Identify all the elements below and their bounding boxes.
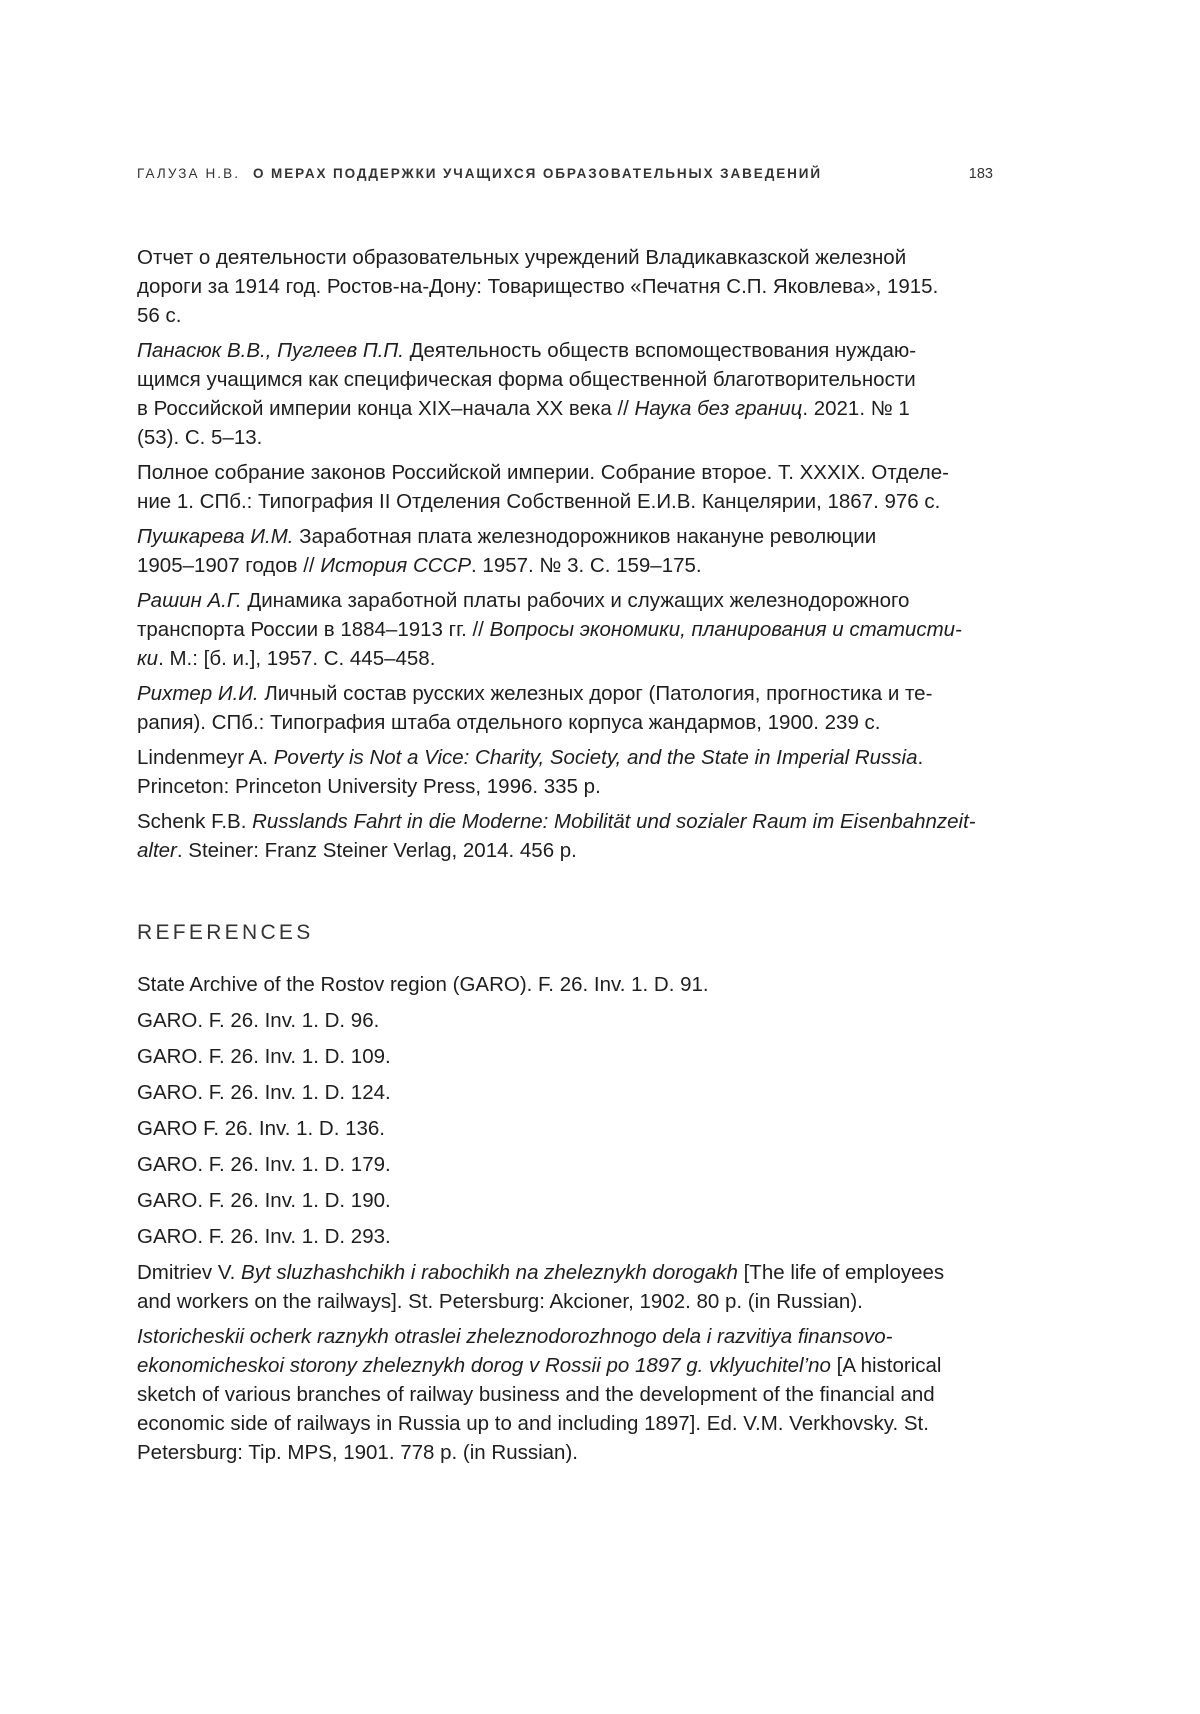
page-body [137,243,999,1473]
bibliography-entry: Lindenmeyr A. Poverty is Not a Vice: Charity, Society, and the State in Imperial Russia. Princeton: Princeton University Press, 1996. 335 p. [137,743,999,801]
entry-journal-cont: ки [137,647,158,670]
entry-author: Schenk F.B. [137,810,246,833]
entry-author: Рихтер И.И. [137,682,259,705]
reference-item: GARO. F. 26. Inv. 1. D. 190. [137,1186,999,1215]
reference-item: GARO. F. 26. Inv. 1. D. 179. [137,1150,999,1179]
reference-item: GARO F. 26. Inv. 1. D. 136. [137,1114,999,1143]
reference-item: GARO. F. 26. Inv. 1. D. 96. [137,1006,999,1035]
page-number: 183 [969,166,993,182]
header-title: О МЕРАХ ПОДДЕРЖКИ УЧАЩИХСЯ ОБРАЗОВАТЕЛЬНЫХ ЗАВЕДЕНИЙ [253,166,822,181]
entry-title: Russlands Fahrt in die Moderne: Mobilität und sozialer Raum im Eisenbahnzeit- [246,810,975,833]
reference-entry-dmitriev: Dmitriev V. Byt sluzhashchikh i rabochikh na zheleznykh dorogakh [The life of employees and workers on the railways]. St. Petersburg: Akcioner, 1902. 80 p. (in Russian). [137,1258,999,1316]
references-heading: REFERENCES [137,921,999,945]
entry-journal: Вопросы экономики, планирования и статисти- [490,618,962,641]
reference-item: State Archive of the Rostov region (GARO). F. 26. Inv. 1. D. 91. [137,970,999,999]
bibliography-entry: Панасюк В.В., Пуглеев П.П. Деятельность обществ вспомоществования нуждаю- щимся учащимся как специфическая форма общественной благотворительности в Российской империи конца XIX–начала XX века // Наука без границ. 2021. № 1 (53). С. 5–13. [137,336,999,452]
reference-entry-istoricheskii: Istoricheskii ocherk raznykh otraslei zheleznodorozhnogo dela i razvitiya finansovo- ekonomicheskoi storony zheleznykh dorog v Rossii po 1897 g. vklyuchitel’no [A historical sketch of various branches of railway business and the development of the financial and economic side of railways in Russia up to and including 1897]. Ed. V.M. Verkhovsky. St. Petersburg: Tip. MPS, 1901. 778 p. (in Russian). [137,1322,999,1467]
entry-author: Панасюк В.В., Пуглеев П.П. [137,339,404,362]
entry-journal: История СССР [320,554,471,577]
entry-title: Istoricheskii ocherk raznykh otraslei zheleznodorozhnogo dela i razvitiya finansovo- [137,1325,892,1348]
bibliography-entry: Полное собрание законов Российской империи. Собрание второе. Т. XXXIX. Отделе- ние 1. СПб.: Типография II Отделения Собственной Е.И.В. Канцелярии, 1867. 976 с. [137,458,999,516]
entry-title-cont: alter [137,839,177,862]
entry-title: Poverty is Not a Vice: Charity, Society, and the State in Imperial Russia [268,746,917,769]
header-author: ГАЛУЗА Н.В. [137,166,240,181]
bibliography-entry: Schenk F.B. Russlands Fahrt in die Moderne: Mobilität und sozialer Raum im Eisenbahnzeit- alter. Steiner: Franz Steiner Verlag, 2014. 456 p. [137,807,999,865]
entry-title: Byt sluzhashchikh i rabochikh na zheleznykh dorogakh [235,1261,738,1284]
entry-author: Рашин А.Г. [137,589,242,612]
reference-item: GARO. F. 26. Inv. 1. D. 124. [137,1078,999,1107]
bibliography-entry: Рихтер И.И. Личный состав русских железных дорог (Патология, прогностика и те- рапия). СПб.: Типография штаба отдельного корпуса жандармов, 1900. 239 с. [137,679,999,737]
bibliography-entry: Рашин А.Г. Динамика заработной платы рабочих и служащих железнодорожного транспорта России в 1884–1913 гг. // Вопросы экономики, планирования и статисти- ки. М.: [б. и.], 1957. С. 445–458. [137,586,999,673]
bibliography-entry: Пушкарева И.М. Заработная плата железнодорожников накануне революции 1905–1907 годов // История СССР. 1957. № 3. С. 159–175. [137,522,999,580]
entry-author: Lindenmeyr A. [137,746,268,769]
entry-title-cont: ekonomicheskoi storony zheleznykh dorog v Rossii po 1897 g. vklyuchitel’no [137,1354,831,1377]
entry-author: Dmitriev V. [137,1261,235,1284]
entry-journal: Наука без границ [635,397,803,420]
bibliography-entry: Отчет о деятельности образовательных учреждений Владикавказской железной дороги за 1914 год. Ростов-на-Дону: Товарищество «Печатня С.П. Яковлева», 1915. 56 с. [137,243,999,330]
running-header [137,166,993,190]
entry-author: Пушкарева И.М. [137,525,293,548]
reference-item: GARO. F. 26. Inv. 1. D. 293. [137,1222,999,1251]
reference-item: GARO. F. 26. Inv. 1. D. 109. [137,1042,999,1071]
